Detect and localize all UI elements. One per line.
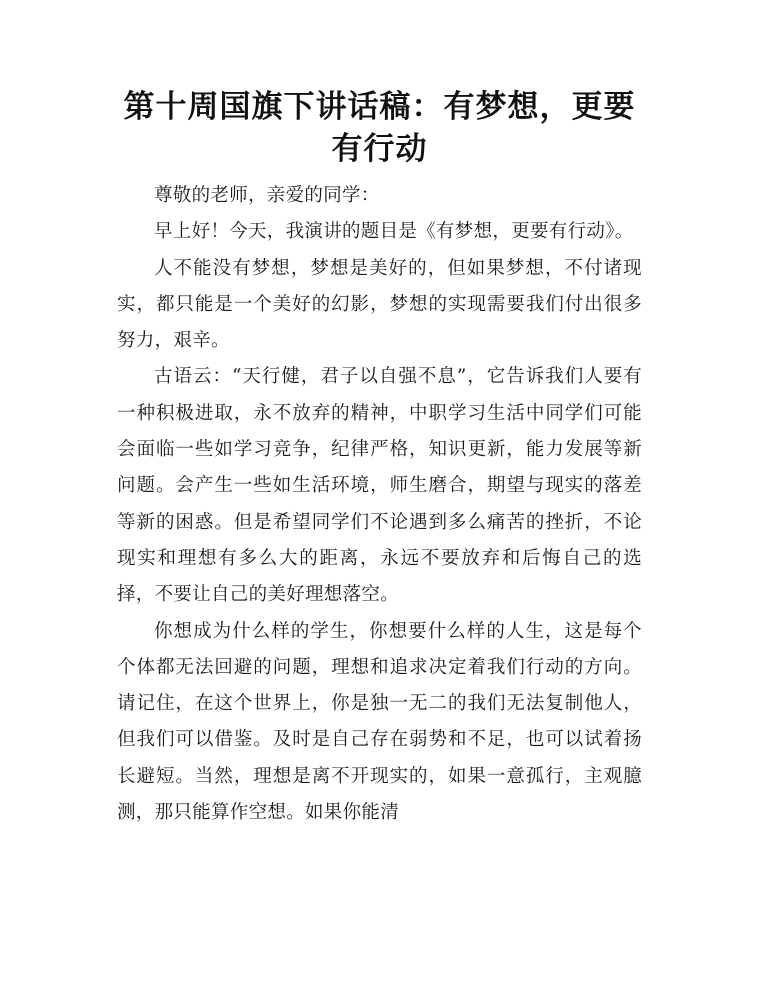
paragraph-greeting: 早上好！今天，我演讲的题目是《有梦想，更要有行动》。 — [154, 221, 634, 243]
paragraph-proverb: 古语云：“天行健，君子以自强不息”，它告诉我们人要有一种积极进取，永不放弃的精神，中职学习生活中同学们可能会面临一些如学习竞争，纪律严格，知识更新，能力发展等新问题。会产生一些如生活环境，师生磨合，期望与现实的落差等新的困惑。但是希望同学们不论遇到多么痛苦的挫折，不论现实和理想有多么大的距离，永远不要放弃和后悔自己的选择，不要让自己的美好理想落空。 — [117, 366, 642, 606]
paragraph-dream: 人不能没有梦想，梦想是美好的，但如果梦想，不付诸现实，都只能是一个美好的幻影，梦想的实现需要我们付出很多努力，艰辛。 — [117, 257, 642, 352]
paragraph-salutation: 尊敬的老师，亲爱的同学： — [154, 185, 380, 206]
paragraph-future: 你想成为什么样的学生，你想要什么样的人生，这是每个个体都无法回避的问题，理想和追求决定着我们行动的方向。请记住，在这个世界上，你是独一无二的我们无法复制他人，但我们可以借鉴。及时是自己存在弱势和不足，也可以试着扬长避短。当然，理想是离不开现实的，如果一意孤行，主观臆测，那只能算作空想。如果你能清 — [117, 620, 642, 824]
document-title: 第十周国旗下讲话稿：有梦想，更要有行动 — [123, 89, 636, 167]
